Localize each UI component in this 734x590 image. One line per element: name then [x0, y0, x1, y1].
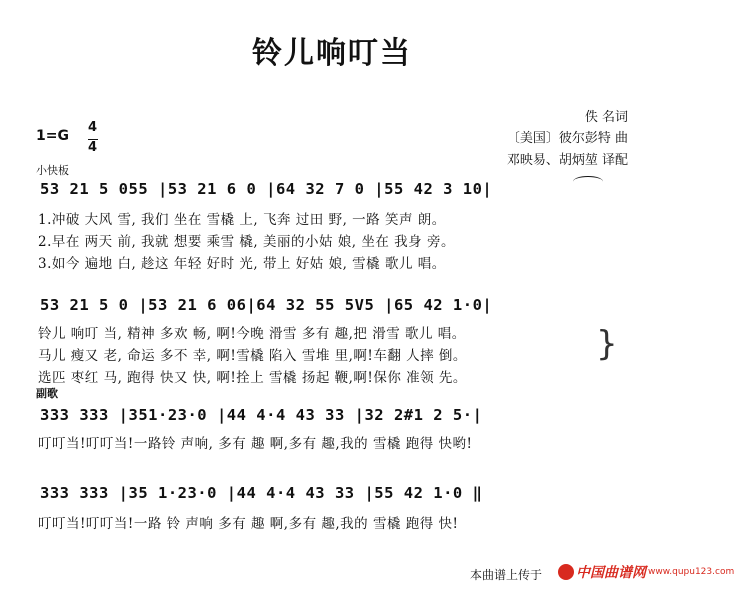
tempo-marking: 小快板 — [36, 164, 69, 177]
lyric-line-1-verse-2: 2.早在 两天 前, 我就 想要 乘雪 橇, 美丽的小姑 娘, 坐在 我身 旁。 — [38, 234, 455, 250]
site-logo[interactable] — [558, 562, 734, 582]
tie-mark — [573, 176, 603, 187]
lyric-line-1-verse-1: 1.冲破 大风 雪, 我们 坐在 雪橇 上, 飞奔 过田 野, 一路 笑声 朗。 — [38, 212, 446, 228]
lyric-line-4: 叮叮当!叮叮当!一路 铃 声响 多有 趣 啊,多有 趣,我的 雪橇 跑得 快! — [38, 516, 459, 532]
lyric-line-2-verse-3: 选匹 枣红 马, 跑得 快又 快, 啊!拴上 雪橇 扬起 鞭,啊!保你 准领 先。 — [38, 370, 467, 386]
time-signature-bottom: 4 — [88, 140, 98, 155]
logo-url: www.qupu123.com — [648, 567, 734, 577]
translator-credit: 邓映易、胡炳堃 译配 — [506, 153, 628, 168]
song-title: 铃儿响叮当 — [252, 36, 412, 71]
verse-brace: } — [596, 324, 618, 364]
time-signature-top: 4 — [88, 120, 98, 135]
lyricist-credit: 佚 名词 — [584, 110, 628, 125]
notation-line-4: 333 333 |35 1·23·0 |44 4·4 43 33 |55 42 1·0 ‖ — [40, 484, 483, 502]
logo-icon — [558, 564, 574, 580]
lyric-line-2-verse-2: 马儿 瘦又 老, 命运 多不 幸, 啊!雪橇 陷入 雪堆 里,啊!车翻 人摔 倒。 — [38, 348, 467, 364]
notation-line-1: 53 21 5 055 |53 21 6 0 |64 32 7 0 |55 42 3 10| — [40, 180, 493, 198]
lyric-line-1-verse-3: 3.如今 遍地 白, 趁这 年轻 好时 光, 带上 好姑 娘, 雪橇 歌儿 唱。 — [38, 256, 446, 272]
notation-line-3: 333 333 |351·23·0 |44 4·4 43 33 |32 2#1 2 5·| — [40, 406, 483, 424]
lyric-line-2-verse-1: 铃儿 响叮 当, 精神 多欢 畅, 啊!今晚 滑雪 多有 趣,把 滑雪 歌儿 唱。 — [38, 326, 466, 342]
key-signature: 1=G — [36, 128, 69, 144]
upload-note: 本曲谱上传于 — [470, 568, 543, 582]
chorus-label: 副歌 — [36, 387, 58, 400]
logo-text: 中国曲谱网 — [576, 565, 646, 581]
notation-line-2: 53 21 5 0 |53 21 6 06|64 32 55 5V5 |65 42 1·0| — [40, 296, 493, 314]
lyric-line-3: 叮叮当!叮叮当!一路铃 声响, 多有 趣 啊,多有 趣,我的 雪橇 跑得 快哟! — [38, 436, 473, 452]
composer-credit: 〔美国〕彼尔彭特 曲 — [506, 131, 628, 146]
